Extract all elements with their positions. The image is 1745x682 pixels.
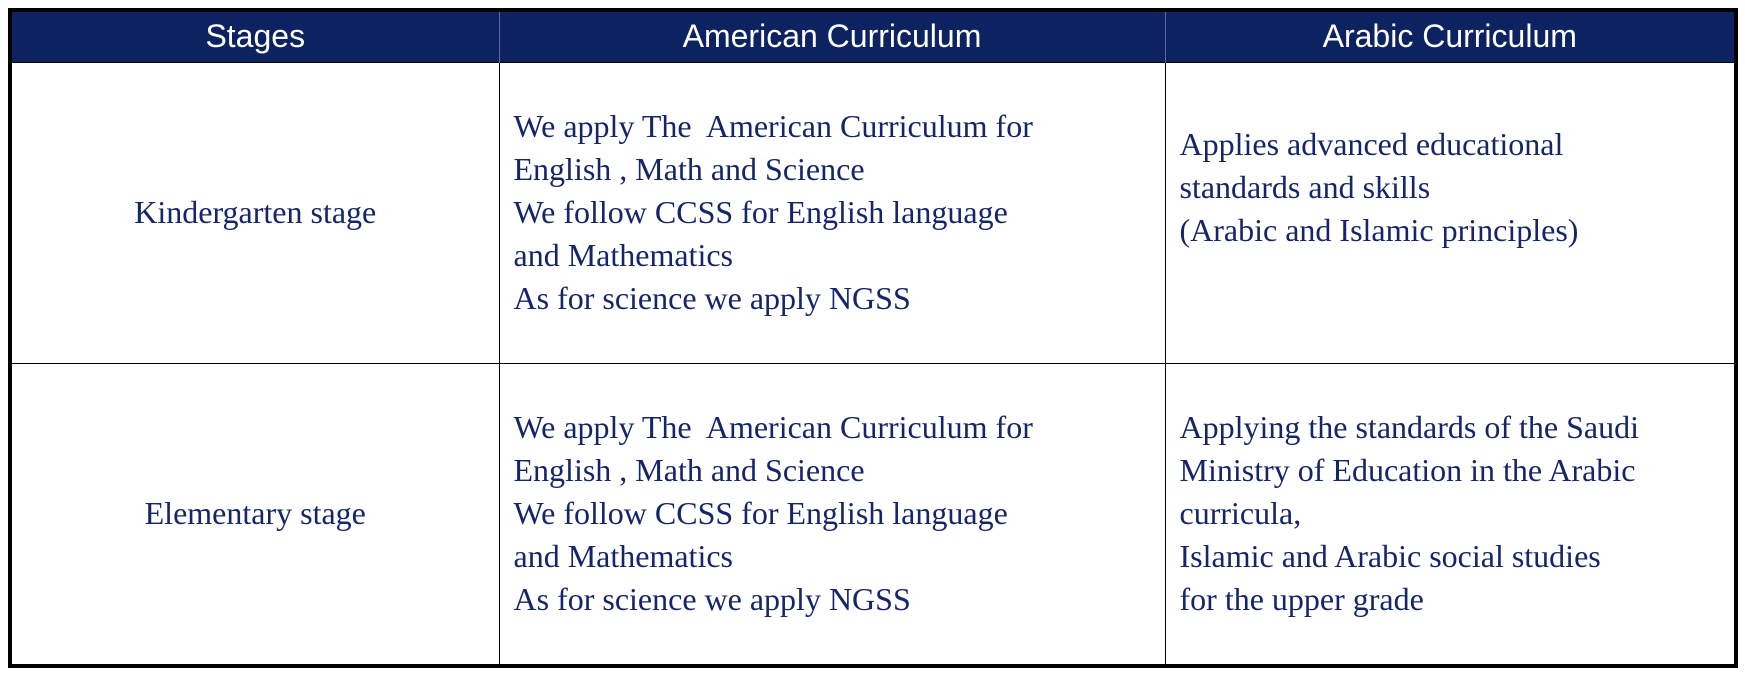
cell-line: and Mathematics bbox=[513, 538, 733, 575]
header-row bbox=[12, 12, 1734, 62]
cell-line: Applies advanced educational bbox=[1179, 125, 1564, 162]
american-curriculum-cell bbox=[499, 62, 1165, 363]
cell-line: As for science we apply NGSS bbox=[513, 581, 911, 618]
arabic-curriculum-cell bbox=[1165, 363, 1734, 664]
cell-line: English , Math and Science bbox=[513, 452, 865, 489]
cell-line: We apply The American Curriculum for bbox=[513, 108, 1033, 144]
table-row-kindergarten bbox=[12, 62, 1734, 363]
cell-line: Islamic and Arabic social studies bbox=[1179, 538, 1601, 575]
header-arabic-curriculum: Arabic Curriculum bbox=[1165, 12, 1734, 62]
cell-line: We apply The American Curriculum for bbox=[513, 409, 1033, 446]
table-row-elementary bbox=[12, 363, 1734, 664]
header-stages: Stages bbox=[12, 12, 499, 62]
curriculum-table bbox=[12, 12, 1734, 664]
table-body bbox=[12, 62, 1734, 664]
cell-line: curricula, bbox=[1179, 495, 1302, 532]
cell-line: We follow CCSS for English language bbox=[513, 495, 1008, 532]
cell-line: Ministry of Education in the Arabic bbox=[1179, 452, 1636, 489]
american-curriculum-cell bbox=[499, 363, 1165, 664]
cell-line: We follow CCSS for English language bbox=[513, 194, 1008, 230]
cell-line: (Arabic and Islamic principles) bbox=[1179, 211, 1579, 248]
cell-line: As for science we apply NGSS bbox=[513, 280, 911, 316]
curriculum-table-frame bbox=[8, 8, 1738, 668]
table-header bbox=[12, 12, 1734, 62]
stage-cell: Elementary stage bbox=[12, 363, 499, 664]
cell-line: and Mathematics bbox=[513, 237, 733, 273]
arabic-curriculum-cell bbox=[1165, 62, 1734, 363]
cell-line: standards and skills bbox=[1179, 168, 1431, 205]
cell-line: English , Math and Science bbox=[513, 151, 865, 187]
cell-line: for the upper grade bbox=[1179, 581, 1424, 618]
cell-line: Applying the standards of the Saudi bbox=[1179, 409, 1639, 446]
header-american-curriculum: American Curriculum bbox=[499, 12, 1165, 62]
stage-cell: Kindergarten stage bbox=[12, 62, 499, 363]
